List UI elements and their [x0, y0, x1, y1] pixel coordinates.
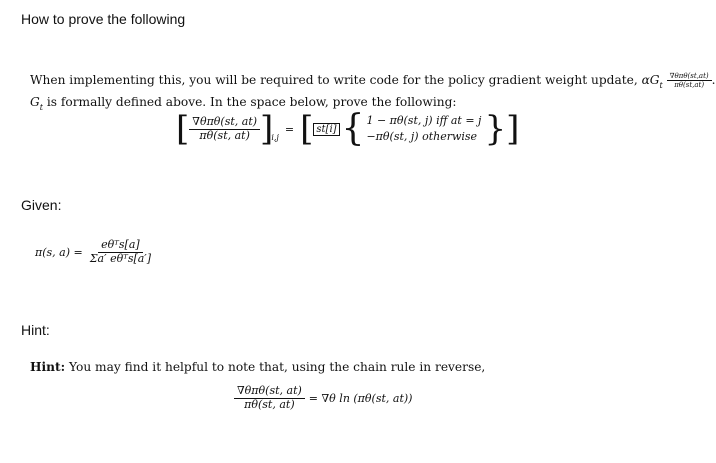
given-equation — [35, 239, 154, 265]
page-title: How to prove the following — [21, 11, 186, 27]
close-brace: } — [484, 109, 507, 149]
given-lhs: π(s, a) = — [35, 245, 83, 259]
outer-right-bracket: ] — [506, 109, 520, 149]
hint-text — [30, 359, 485, 375]
softmax-fraction: $\frac{\text{eθᵀs[a]}}{\text{Σa′ eθᵀs[a′]}}$ — [89, 238, 152, 265]
right-bracket: ] — [260, 109, 274, 149]
hint-bold-label: Hint: — [30, 360, 66, 374]
weight-symbol: $\alpha G_t$ — [641, 73, 663, 91]
problem-line-1: When implementing this, you will be required to write code for the policy gradient weight update, — [30, 73, 638, 88]
cases-brace: { — [341, 108, 365, 149]
case-1: 1 − πθ(st, j) iff at = j — [366, 114, 482, 127]
outer-left-bracket: [ — [300, 109, 314, 149]
lhs-fraction: $\frac{\text{∇θπθ(st, at)}}{\pi\theta(st, at)}$ — [189, 116, 260, 142]
problem-line-2: is formally defined above. In the space below, prove the following: — [42, 95, 457, 110]
small-fraction: $\frac{\text{∇θπθ(st,at)}}{\pi\theta(st,at)}$ — [667, 72, 712, 89]
state-term: st[i] — [313, 123, 339, 136]
case-2: −πθ(st, j) otherwise — [366, 130, 478, 143]
main-equation: [ $\frac{\text{∇θπθ(st, at)}}{\pi\theta(st, at)}$ ] i,j = [ st[i] { 1 − πθ(st, j) iff at = j −πθ(st, j) otherwise } ] — [176, 108, 520, 149]
cases — [366, 113, 481, 145]
given-heading: Given: — [21, 197, 62, 213]
gt-symbol: $G_t$ — [30, 95, 43, 113]
hint-rhs: = ∇θ ln (πθ(st, at)) — [308, 391, 413, 405]
hint-heading: Hint: — [21, 322, 50, 338]
lhs-subscript: i,j — [271, 132, 279, 142]
problem-paragraph: When implementing this, you will be required to write code for the policy gradient weight update, $\alpha G_t$ $\frac{\text{∇θπθ(st,at)}}{\pi\theta(st,at)}$ . $G_t$ is formally defined above. In the space below, prove the following: — [30, 72, 716, 113]
left-bracket: [ — [176, 109, 190, 149]
hint-body: You may find it helpful to note that, using the chain rule in reverse, — [65, 360, 486, 374]
hint-equation — [234, 385, 412, 411]
hint-fraction: $\frac{\text{∇θπθ(st, at)}}{\pi\theta(st, at)}$ — [234, 385, 305, 411]
